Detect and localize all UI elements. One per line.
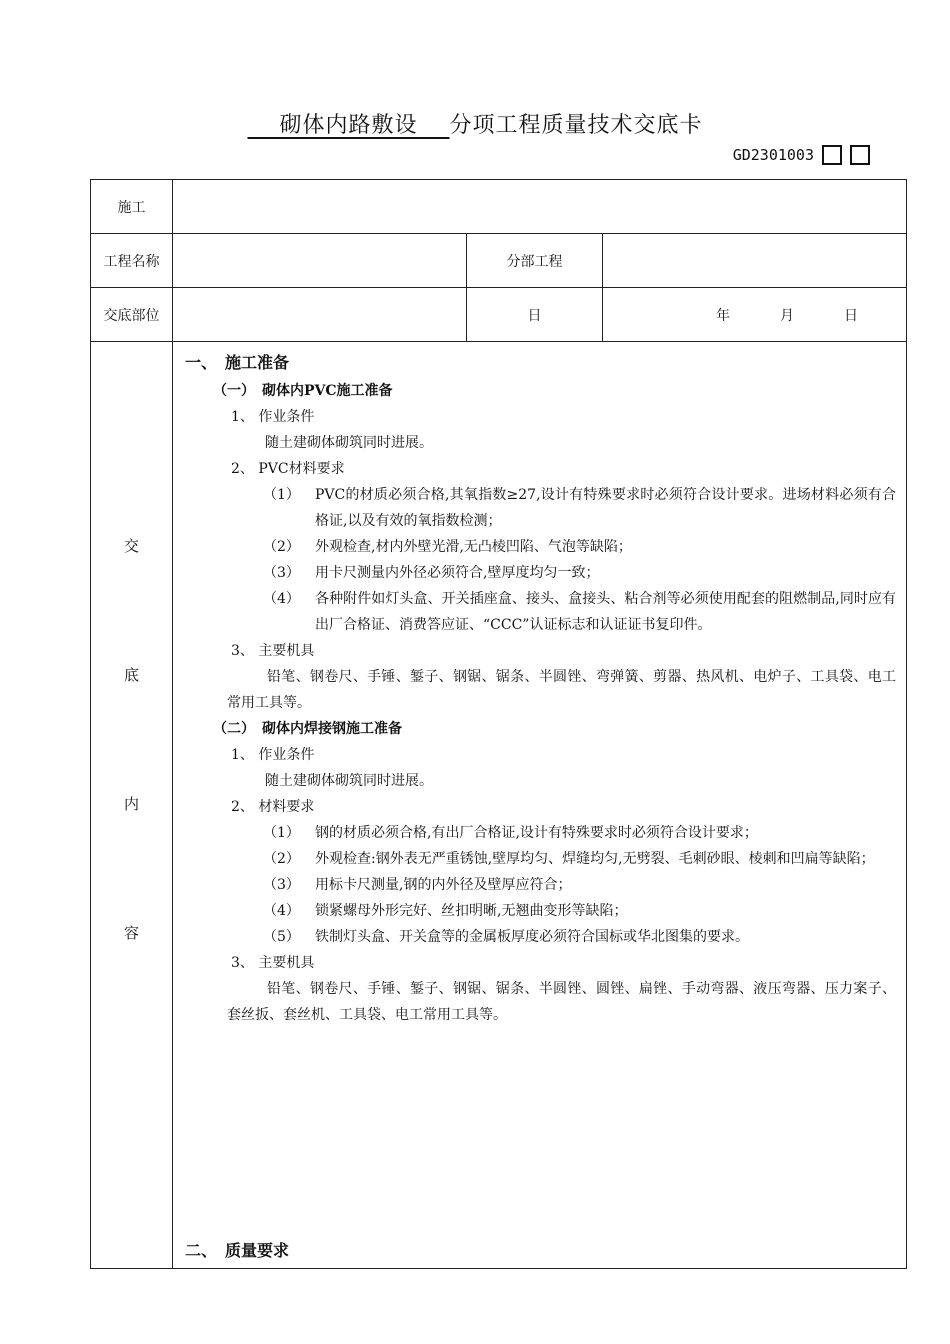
subsection-heading: （二） 砌体内焊接钢施工准备 [213, 721, 402, 737]
project-name-field[interactable] [173, 234, 467, 288]
list-item: （2） 外观检查,材内外壁光滑,无凸棱凹陷、气泡等缺陷； [263, 539, 632, 555]
construction-unit-label: 施工 [91, 180, 173, 234]
list-item: （4） 各种附件如灯头盒、开关插座盒、接头、盒接头、粘合剂等必须使用配套的阻燃制品,同时应有出厂合格证、消费答应证、“CCC”认证标志和认证证书复印件。 [263, 591, 897, 633]
briefing-content [173, 342, 907, 1269]
construction-unit-field[interactable] [173, 180, 907, 234]
list-item: （3） 用卡尺测量内外径必须符合,壁厚度均匀一致； [263, 565, 600, 581]
side-char: 内 [123, 795, 139, 813]
list-item: （5） 铁制灯头盒、开关盒等的金属板厚度必须符合国标或华北图集的要求。 [263, 929, 749, 945]
checkbox-2[interactable] [850, 145, 870, 165]
document-code: GD2301003 [732, 146, 814, 164]
date-label: 日 [467, 288, 603, 342]
side-char: 容 [123, 924, 139, 942]
list-item: （1） 钢的材质必须合格,有出厂合格证,设计有特殊要求时必须符合设计要求； [263, 825, 758, 841]
briefing-location-label: 交底部位 [91, 288, 173, 342]
section-heading: 二、 质量要求 [185, 1241, 290, 1260]
item-heading: 1、 作业条件 [231, 747, 315, 763]
document-title [0, 108, 950, 139]
section-heading: 一、 施工准备 [185, 353, 290, 372]
item-text: 随土建砌体砌筑同时进展。 [265, 435, 433, 451]
subsection-heading: （一） 砌体内PVC施工准备 [213, 383, 393, 399]
title-card-name: 分项工程质量技术交底卡 [449, 113, 703, 138]
item-heading: 3、 主要机具 [231, 955, 315, 971]
side-char: 交 [123, 537, 139, 555]
technical-briefing-form [90, 179, 907, 1269]
item-text: 随土建砌体砌筑同时进展。 [265, 773, 433, 789]
item-heading: 2、 PVC材料要求 [231, 461, 345, 477]
sub-project-label: 分部工程 [467, 234, 603, 288]
checkbox-1[interactable] [822, 145, 842, 165]
title-project-name: 砌体内路敷设 [247, 113, 450, 138]
date-month-label: 月 [780, 307, 795, 324]
item-text: 铅笔、钢卷尺、手锤、錾子、钢锯、锯条、半圆锉、圆锉、扁锉、手动弯器、液压弯器、压力案子、套丝扳、套丝机、工具袋、电工常用工具等。 [227, 981, 897, 1023]
list-item: （1） PVC的材质必须合格,其氧指数≥27,设计有特殊要求时必须符合设计要求。进场材料必须有合格证,以及有效的氧指数检测； [263, 487, 897, 529]
item-text: 铅笔、钢卷尺、手锤、錾子、钢锯、锯条、半圆锉、弯弹簧、剪器、热风机、电炉子、工具袋、电工常用工具等。 [227, 669, 897, 711]
briefing-location-field[interactable] [173, 288, 467, 342]
item-heading: 3、 主要机具 [231, 643, 315, 659]
document-code-row [733, 145, 870, 165]
item-heading: 2、 材料要求 [231, 799, 315, 815]
sub-project-field[interactable] [603, 234, 907, 288]
briefing-content-side-label [91, 342, 173, 1269]
list-item: （2） 外观检查:钢外表无严重锈蚀,壁厚均匀、焊缝均匀,无劈裂、毛刺砂眼、棱刺和凹扁等缺陷； [263, 851, 875, 867]
project-name-label: 工程名称 [91, 234, 173, 288]
date-field[interactable] [603, 288, 907, 342]
list-item: （3） 用标卡尺测量,钢的内外径及壁厚应符合； [263, 877, 572, 893]
date-year-label: 年 [716, 307, 731, 324]
date-day-label: 日 [844, 307, 859, 324]
item-heading: 1、 作业条件 [231, 409, 315, 425]
list-item: （4） 锁紧螺母外形完好、丝扣明晰,无翘曲变形等缺陷； [263, 903, 628, 919]
side-char: 底 [123, 666, 139, 684]
